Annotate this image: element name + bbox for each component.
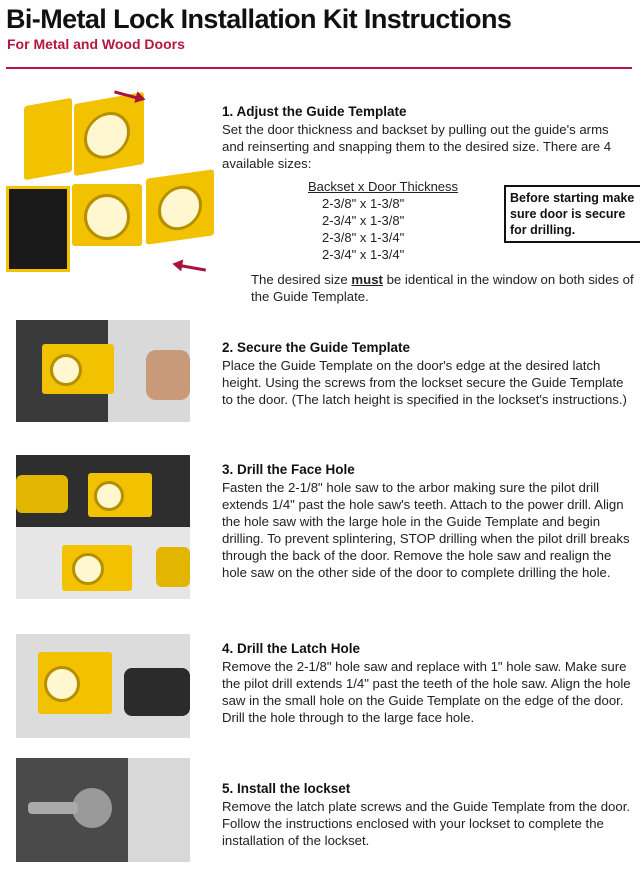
- header-divider: [6, 67, 632, 69]
- guide-template-illustration: [6, 88, 216, 288]
- step-2-photo: [16, 320, 190, 422]
- step-2: [222, 339, 634, 408]
- step-4-heading: 4. Drill the Latch Hole: [222, 641, 361, 656]
- step-5-photo: [16, 758, 190, 862]
- size-item: 2-3/4" x 1-3/4": [322, 247, 405, 262]
- sizes-header: Backset x Door Thickness: [308, 179, 459, 194]
- safety-note: Before starting make sure door is secure for drilling.: [504, 185, 640, 243]
- sizes-table: [308, 178, 458, 263]
- template-closeup: [6, 186, 70, 272]
- desired-size-note: The desired size must be identical in the window on both sides of the Guide Template.: [251, 272, 634, 304]
- must-emphasis: must: [351, 272, 383, 287]
- size-item: 2-3/8" x 1-3/4": [322, 230, 405, 245]
- arrow-left-icon: [176, 263, 206, 271]
- step-4: [222, 640, 634, 726]
- step-1-text: Set the door thickness and backset by pulling out the guide's arms and reinserting and snapping them to the desired size. There are 4 available sizes:: [222, 122, 612, 171]
- step-4-photo: [16, 634, 190, 738]
- step-4-text: Remove the 2-1/8" hole saw and replace with 1" hole saw. Make sure the pilot drill extends 1/4" past the teeth of the hole saw. Align the hole saw in the small hole on the Guide Template on the edge of the door. Drill the hole through to the large face hole.: [222, 659, 631, 725]
- page-subtitle: For Metal and Wood Doors: [7, 36, 185, 52]
- step-3: [222, 461, 634, 581]
- step-2-heading: 2. Secure the Guide Template: [222, 340, 411, 355]
- step-3-photo: [16, 455, 190, 599]
- step-1-heading: 1. Adjust the Guide Template: [222, 104, 407, 119]
- step-1: [222, 103, 634, 172]
- size-item: 2-3/8" x 1-3/8": [322, 196, 405, 211]
- step-5-heading: 5. Install the lockset: [222, 781, 351, 796]
- page-title: Bi-Metal Lock Installation Kit Instructions: [6, 4, 512, 34]
- step-3-text: Fasten the 2-1/8" hole saw to the arbor making sure the pilot drill extends 1/4" past the hole saw's teeth. Attach to the power drill. Align the hole saw with the large hole in the Guide Template and begin drilling. To prevent splintering, STOP drilling when the pilot drill breaks through the back of the door. Remove the hole saw and realign the hole saw on the other side of the door to complete drilling the hole.: [222, 480, 630, 580]
- step-5: [222, 780, 634, 849]
- step-5-text: Remove the latch plate screws and the Guide Template from the door. Follow the instructions enclosed with your lockset to complete the installation of the lockset.: [222, 799, 631, 848]
- size-item: 2-3/4" x 1-3/8": [322, 213, 405, 228]
- step-3-heading: 3. Drill the Face Hole: [222, 462, 355, 477]
- step-2-text: Place the Guide Template on the door's edge at the desired latch height. Using the screws from the lockset secure the Guide Template to the door. (The latch height is specified in the lockset's instructions.): [222, 358, 627, 407]
